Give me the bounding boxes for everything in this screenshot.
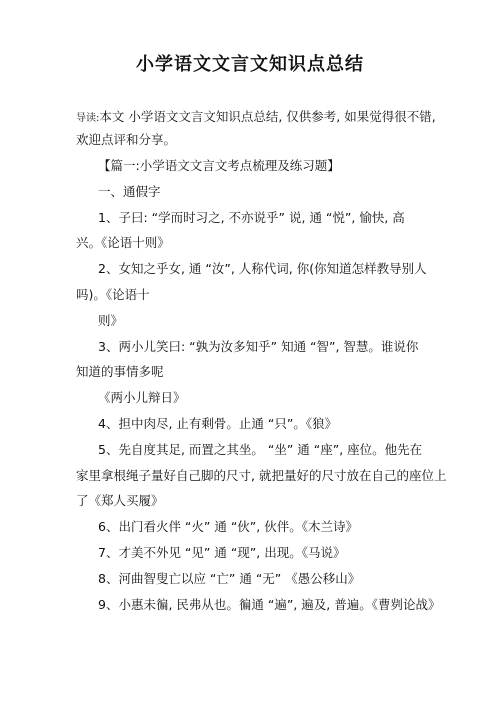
text-line: 4、担中肉尽, 止有剩骨。止通 “只”。《狼》 — [98, 416, 338, 431]
text-line: 3、两小儿笑曰: “孰为汝多知乎” 知通 “智”, 智慧。谁说你 — [98, 338, 419, 354]
text-line: 【篇一:小学语文文言文考点梳理及练习题】 — [98, 158, 340, 173]
intro-text: 本文 小学语文文言文知识点总结, 仅供参考, 如果觉得很不错, 欢迎点评和分享。 — [76, 109, 436, 147]
text-line: 则》 — [98, 312, 124, 328]
intro-paragraph — [76, 106, 436, 150]
text-line: 《两小儿辩日》 — [98, 390, 186, 406]
text-line: 6、出门看火伴 “火” 通 “伙”, 伙伴。《木兰诗》 — [98, 519, 358, 535]
text-line: 2、女知之乎女, 通 “汝”, 人称代词, 你(你知道怎样教导别人 — [98, 261, 427, 277]
text-line: 9、小惠未徧, 民弗从也。徧通 “遍”, 遍及, 普遍。《曹刿论战》 — [98, 596, 441, 612]
text-line: 8、河曲智叟亡以应 “亡” 通 “无” 《愚公移山》 — [98, 570, 361, 586]
text-line: 一、通假字 — [98, 183, 161, 199]
text-line: 吗)。《论语十 — [76, 287, 150, 302]
text-line: 家里拿根绳子量好自己脚的尺寸, 就把量好的尺寸放在自己的座位上 — [76, 467, 447, 483]
text-line: 兴。《论语十则》 — [76, 235, 170, 251]
text-line: 5、先自度其足, 而置之其坐。 “坐” 通 “座”, 座位。他先在 — [98, 441, 423, 457]
text-line: 1、子曰: “学而时习之, 不亦说乎” 说, 通 “悦”, 愉快, 高 — [98, 209, 405, 225]
document-title: 小学语文文言文知识点总结 — [136, 54, 364, 75]
text-line: 7、才美不外见 “见” 通 “现”, 出现。《马说》 — [98, 545, 346, 560]
intro-label: 导读: — [76, 113, 100, 124]
text-line: 了《郑人买履》 — [76, 493, 164, 509]
text-line: 知道的事情多呢 — [76, 364, 164, 380]
